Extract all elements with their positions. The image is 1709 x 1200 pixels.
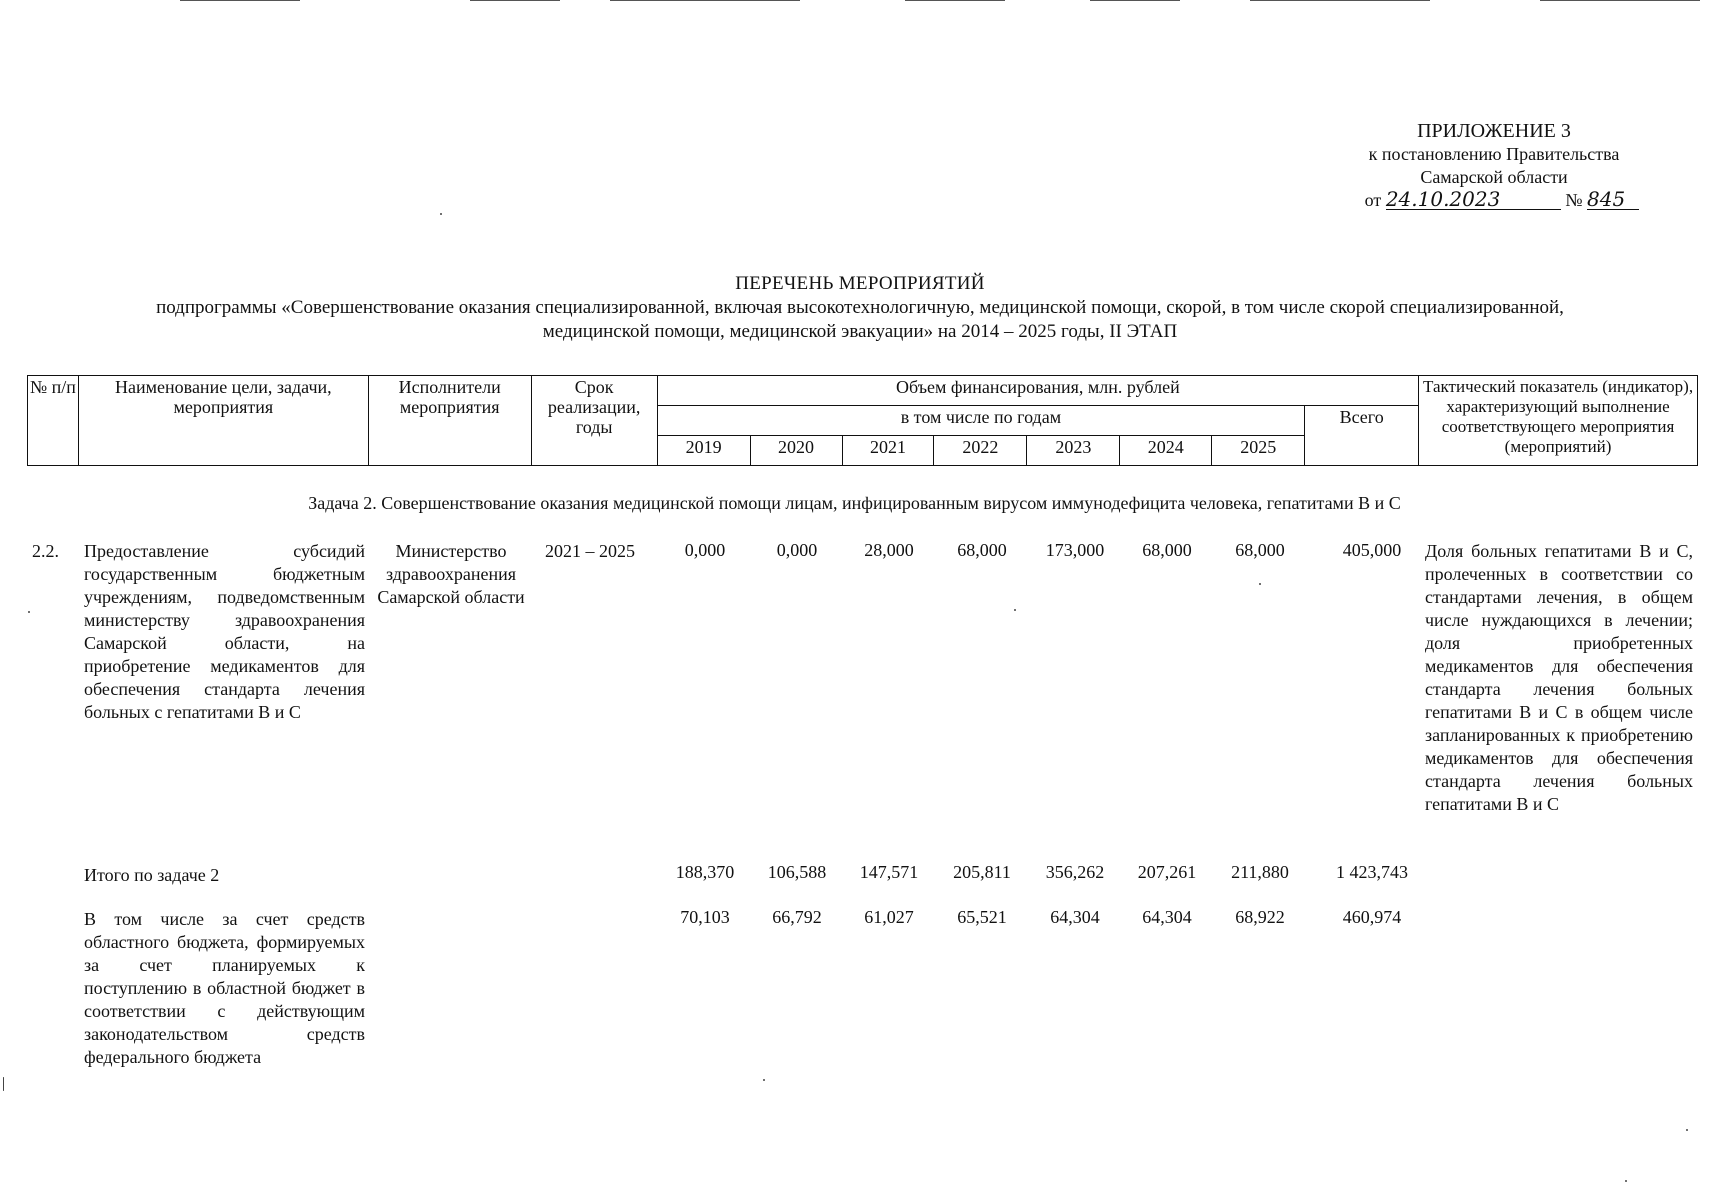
handwritten-number: 845 (1587, 187, 1626, 211)
scan-speck (1259, 583, 1261, 585)
header-period: Срок реализации, годы (531, 376, 657, 466)
document-subtitle-1: подпрограммы «Совершенствование оказания специализированной, включая высокотехнологичную, медицинской помощи, скорой, в том числе скорой специализированной, (156, 297, 1564, 318)
total-value-2019: 188,370 (675, 862, 735, 882)
regional-value-2019: 70,103 (680, 907, 730, 927)
row-value-total: 405,000 (1342, 540, 1402, 560)
header-indicator: Тактический показатель (индикатор), характеризующий выполнение соответствующего мероприятия (мероприятий) (1419, 376, 1698, 466)
row-value-2022: 68,000 (957, 540, 1007, 560)
regional-value-2024: 64,304 (1142, 907, 1192, 927)
appendix-date-number: от 24.10.2023 № 845 (1349, 189, 1639, 212)
row-value-2024: 68,000 (1142, 540, 1192, 560)
scan-speck (1014, 609, 1016, 611)
document-subtitle-2: медицинской помощи, медицинской эвакуации» на 2014 – 2025 годы, II ЭТАП (542, 321, 1178, 342)
header-year: 2024 (1120, 436, 1212, 466)
regional-value-2020: 66,792 (772, 907, 822, 927)
header-year: 2023 (1027, 436, 1120, 466)
header-total: Всего (1305, 406, 1419, 466)
scan-speck (3, 1077, 4, 1091)
regional-value-2021: 61,027 (864, 907, 914, 927)
regional-row-label: В том числе за счет средств областного бюджета, формируемых за счет планируемых к поступлению в областной бюджет в соответствии с действующим законодательством средств федерального бюджета (84, 909, 365, 1067)
total-value-2025: 211,880 (1231, 862, 1289, 882)
table-header (27, 375, 1698, 466)
row-period: 2021 – 2025 (545, 541, 635, 561)
row-value-2023: 173,000 (1045, 540, 1105, 560)
regional-value-2022: 65,521 (957, 907, 1007, 927)
total-value-2023: 356,262 (1045, 862, 1105, 882)
row-executor: Министерство здравоохранения Самарской области (377, 541, 525, 607)
row-value-2020: 0,000 (776, 540, 818, 560)
row-value-2019: 0,000 (684, 540, 726, 560)
row-value-2025: 68,000 (1235, 540, 1285, 560)
regional-value-sum: 460,974 (1342, 907, 1402, 927)
appendix-line-1: к постановлению Правительства (1368, 144, 1620, 164)
row-indicator: Доля больных гепатитами В и С, пролеченных в соответствии со стандартами лечения, в общем числе нуждающихся в лечении; доля приобретенных медикаментов для обеспечения стандарта лечения больных гепатитами В и С в общем числе запланированных к приобретению медикаментов для обеспечения стандарта лечения больных гепатитами В и С (1425, 541, 1693, 814)
header-year: 2020 (750, 436, 842, 466)
row-value-2021: 28,000 (864, 540, 914, 560)
total-value-2020: 106,588 (767, 862, 827, 882)
total-value-2024: 207,261 (1137, 862, 1197, 882)
appendix-line-2: Самарской области (1420, 167, 1568, 187)
scan-speck (28, 611, 30, 613)
header-funding: Объем финансирования, млн. рублей (657, 376, 1418, 406)
regional-value-2025: 68,922 (1235, 907, 1285, 927)
appendix-title: ПРИЛОЖЕНИЕ 3 (1417, 120, 1571, 142)
row-name: Предоставление субсидий государственным бюджетным учреждениям, подведомственным министерству здравоохранения Самарской области, на приобретение медикаментов для обеспечения стандарта лечения больных с гепатитами В и С (84, 541, 365, 722)
scan-speck (763, 1079, 765, 1081)
header-number: № п/п (28, 376, 79, 466)
task-heading: Задача 2. Совершенствование оказания медицинской помощи лицам, инфицированным вирусом иммунодефицита человека, гепатитами В и С (308, 493, 1401, 513)
scan-top-edge (0, 0, 1709, 2)
scan-speck (1625, 1180, 1627, 1182)
header-year: 2021 (842, 436, 934, 466)
row-number: 2.2. (32, 541, 59, 561)
scan-speck (440, 213, 442, 215)
scan-speck (1686, 1129, 1688, 1131)
header-year: 2019 (657, 436, 750, 466)
total-value-sum: 1 423,743 (1336, 862, 1408, 882)
header-year: 2022 (934, 436, 1027, 466)
header-year: 2025 (1212, 436, 1305, 466)
total-row-label: Итого по задаче 2 (84, 865, 220, 885)
total-value-2021: 147,571 (859, 862, 919, 882)
document-title-block (80, 272, 1640, 344)
header-name: Наименование цели, задачи, мероприятия (78, 376, 368, 466)
appendix-block (1349, 120, 1639, 212)
header-executors: Исполнители мероприятия (368, 376, 531, 466)
header-by-years: в том числе по годам (657, 406, 1305, 436)
total-value-2022: 205,811 (953, 862, 1011, 882)
regional-value-2023: 64,304 (1050, 907, 1100, 927)
document-title: ПЕРЕЧЕНЬ МЕРОПРИЯТИЙ (735, 273, 985, 294)
handwritten-date: 24.10.2023 (1385, 187, 1501, 211)
